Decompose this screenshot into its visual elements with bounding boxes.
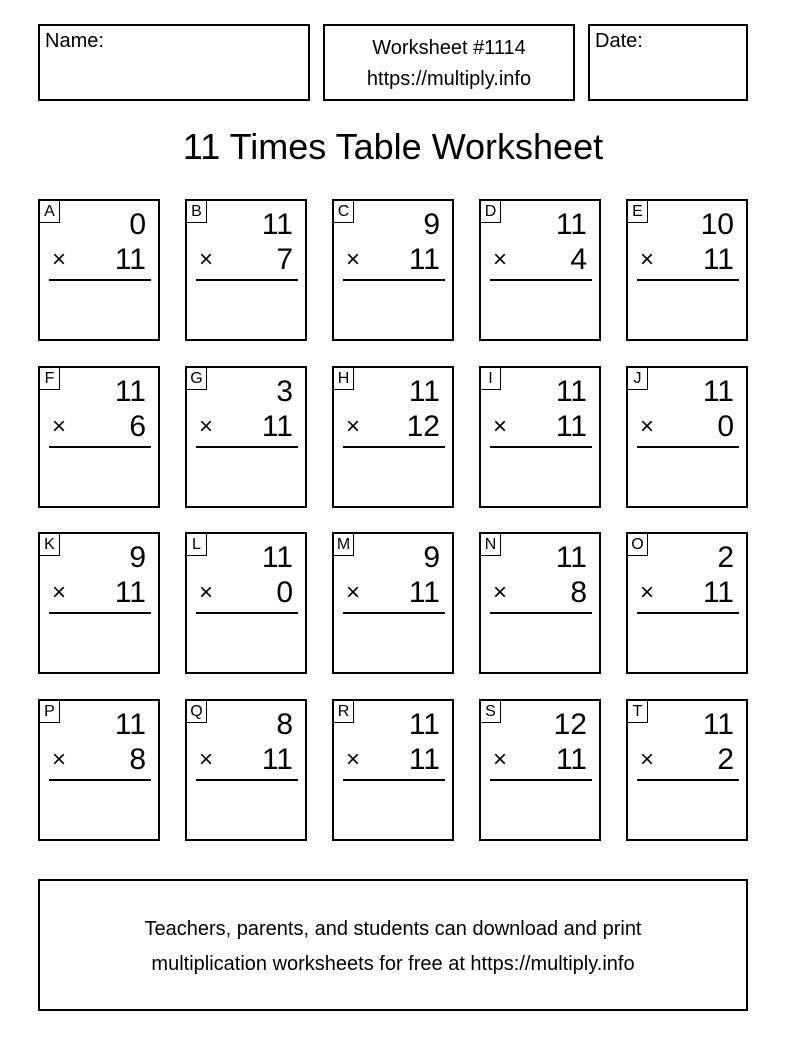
multiplicand: 11 bbox=[114, 375, 146, 408]
times-sign: × bbox=[52, 579, 67, 606]
problem-letter: C bbox=[334, 201, 354, 223]
page-title: 11 Times Table Worksheet bbox=[182, 126, 604, 167]
multiplier: 8 bbox=[570, 576, 587, 609]
problem-card bbox=[185, 366, 307, 508]
multiplier: 12 bbox=[406, 410, 440, 443]
multiplier: 6 bbox=[129, 410, 146, 443]
answer-line bbox=[490, 279, 592, 281]
multiplier: 11 bbox=[555, 410, 587, 443]
worksheet-number: Worksheet #1114 bbox=[372, 37, 526, 59]
multiplier: 0 bbox=[276, 576, 293, 609]
multiplier: 11 bbox=[702, 576, 734, 609]
multiplicand: 3 bbox=[276, 375, 293, 408]
problem-letter: F bbox=[40, 368, 60, 390]
multiplier: 11 bbox=[261, 410, 293, 443]
times-sign: × bbox=[199, 246, 214, 273]
problem-letter: E bbox=[628, 201, 648, 223]
times-sign: × bbox=[493, 413, 508, 440]
multiplicand: 11 bbox=[555, 208, 587, 241]
times-sign: × bbox=[199, 746, 214, 773]
answer-line bbox=[49, 612, 151, 614]
multiplicand: 11 bbox=[555, 375, 587, 408]
multiplicand: 9 bbox=[129, 541, 146, 574]
problem-letter: T bbox=[628, 701, 648, 723]
multiplicand: 0 bbox=[129, 208, 146, 241]
answer-line bbox=[196, 279, 298, 281]
times-sign: × bbox=[199, 579, 214, 606]
problem-card bbox=[38, 199, 160, 341]
problem-letter: B bbox=[187, 201, 207, 223]
answer-line bbox=[490, 779, 592, 781]
multiplicand: 12 bbox=[553, 708, 587, 741]
times-sign: × bbox=[199, 413, 214, 440]
answer-line bbox=[490, 612, 592, 614]
multiplier: 8 bbox=[129, 743, 146, 776]
multiplicand: 11 bbox=[702, 375, 734, 408]
problem-card bbox=[479, 366, 601, 508]
problem-letter: P bbox=[40, 701, 60, 723]
multiplicand: 11 bbox=[408, 708, 440, 741]
worksheet-info-box bbox=[323, 24, 575, 101]
worksheet-url: https://multiply.info bbox=[366, 68, 532, 90]
times-sign: × bbox=[52, 413, 67, 440]
problem-letter: I bbox=[481, 368, 501, 390]
problem-card bbox=[332, 199, 454, 341]
times-sign: × bbox=[52, 746, 67, 773]
answer-line bbox=[637, 779, 739, 781]
times-sign: × bbox=[493, 579, 508, 606]
name-field[interactable] bbox=[38, 24, 310, 101]
multiplicand: 11 bbox=[555, 541, 587, 574]
problem-card bbox=[185, 532, 307, 674]
problem-card bbox=[185, 699, 307, 841]
problem-letter: O bbox=[628, 534, 648, 556]
date-label: Date: bbox=[595, 30, 643, 52]
times-sign: × bbox=[640, 579, 655, 606]
problem-card bbox=[38, 699, 160, 841]
times-sign: × bbox=[640, 246, 655, 273]
multiplier: 11 bbox=[114, 243, 146, 276]
multiplier: 7 bbox=[276, 243, 293, 276]
problem-card bbox=[626, 366, 748, 508]
problem-letter: D bbox=[481, 201, 501, 223]
times-sign: × bbox=[493, 246, 508, 273]
problem-letter: N bbox=[481, 534, 501, 556]
problem-letter: A bbox=[40, 201, 60, 223]
multiplier: 11 bbox=[261, 743, 293, 776]
times-sign: × bbox=[640, 413, 655, 440]
problem-card bbox=[332, 532, 454, 674]
problem-card bbox=[185, 199, 307, 341]
problem-letter: S bbox=[481, 701, 501, 723]
times-sign: × bbox=[346, 413, 361, 440]
date-field[interactable] bbox=[588, 24, 748, 101]
problem-card bbox=[38, 366, 160, 508]
times-sign: × bbox=[346, 579, 361, 606]
multiplicand: 11 bbox=[114, 708, 146, 741]
multiplicand: 11 bbox=[261, 541, 293, 574]
multiplier: 11 bbox=[702, 243, 734, 276]
answer-line bbox=[637, 612, 739, 614]
answer-line bbox=[343, 446, 445, 448]
problem-letter: Q bbox=[187, 701, 207, 723]
problem-card bbox=[479, 699, 601, 841]
multiplier: 11 bbox=[114, 576, 146, 609]
multiplicand: 10 bbox=[700, 208, 734, 241]
answer-line bbox=[490, 446, 592, 448]
problem-card bbox=[38, 532, 160, 674]
problem-letter: L bbox=[187, 534, 207, 556]
multiplicand: 9 bbox=[423, 208, 440, 241]
multiplicand: 11 bbox=[408, 375, 440, 408]
answer-line bbox=[343, 779, 445, 781]
multiplier: 11 bbox=[408, 576, 440, 609]
problem-card bbox=[479, 199, 601, 341]
problem-card bbox=[626, 532, 748, 674]
answer-line bbox=[196, 446, 298, 448]
multiplier: 11 bbox=[408, 743, 440, 776]
footer-box bbox=[38, 879, 748, 1011]
multiplicand: 2 bbox=[717, 541, 734, 574]
times-sign: × bbox=[52, 246, 67, 273]
answer-line bbox=[637, 279, 739, 281]
answer-line bbox=[49, 279, 151, 281]
times-sign: × bbox=[493, 746, 508, 773]
footer-text-line-1: Teachers, parents, and students can download and print bbox=[144, 918, 642, 940]
multiplier: 4 bbox=[570, 243, 587, 276]
problem-card bbox=[479, 532, 601, 674]
answer-line bbox=[196, 779, 298, 781]
problem-letter: R bbox=[334, 701, 354, 723]
multiplicand: 8 bbox=[276, 708, 293, 741]
answer-line bbox=[196, 612, 298, 614]
problem-letter: K bbox=[40, 534, 60, 556]
multiplier: 2 bbox=[717, 743, 734, 776]
times-sign: × bbox=[346, 746, 361, 773]
multiplicand: 11 bbox=[261, 208, 293, 241]
answer-line bbox=[637, 446, 739, 448]
problem-letter: M bbox=[334, 534, 354, 556]
times-sign: × bbox=[640, 746, 655, 773]
answer-line bbox=[343, 279, 445, 281]
problem-letter: G bbox=[187, 368, 207, 390]
multiplier: 0 bbox=[717, 410, 734, 443]
multiplicand: 9 bbox=[423, 541, 440, 574]
problem-card bbox=[332, 699, 454, 841]
answer-line bbox=[49, 779, 151, 781]
answer-line bbox=[343, 612, 445, 614]
problem-letter: H bbox=[334, 368, 354, 390]
problem-card bbox=[626, 199, 748, 341]
times-sign: × bbox=[346, 246, 361, 273]
answer-line bbox=[49, 446, 151, 448]
multiplier: 11 bbox=[408, 243, 440, 276]
problem-letter: J bbox=[628, 368, 648, 390]
footer-text-line-2: multiplication worksheets for free at https://multiply.info bbox=[151, 953, 635, 975]
name-label: Name: bbox=[45, 30, 104, 52]
problem-card bbox=[626, 699, 748, 841]
multiplier: 11 bbox=[555, 743, 587, 776]
problem-card bbox=[332, 366, 454, 508]
multiplicand: 11 bbox=[702, 708, 734, 741]
